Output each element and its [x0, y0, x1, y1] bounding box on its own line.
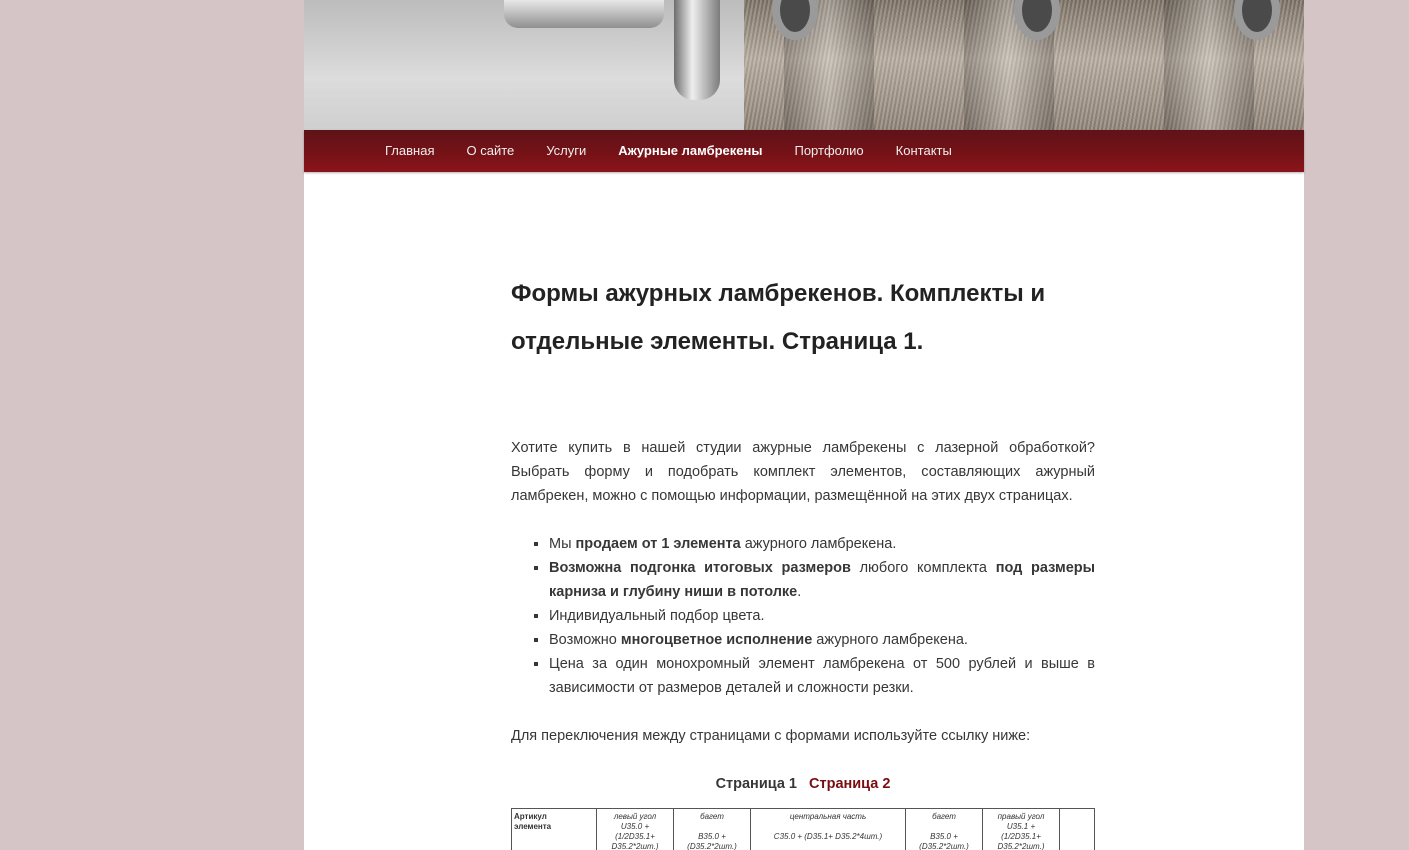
feature-emphasis: многоцветное исполнение	[620, 632, 813, 648]
page-switch-hint: Для переключения между страницами с формами используйте ссылку ниже:	[511, 728, 1031, 744]
pager-link-page-2[interactable]: Страница 2	[809, 776, 891, 792]
article-content	[511, 270, 1095, 796]
title-line-1: Формы ажурных ламбрекенов. Комплекты и	[511, 280, 1046, 307]
curtain-rod-bracket	[674, 0, 720, 100]
table-cell: Артикул элемента	[512, 809, 597, 850]
table-cell: правый угол U35.1 + (1/2D35.1+ D35.2*2шт.)	[983, 809, 1060, 850]
articles-table-container	[511, 808, 1095, 850]
nav-item-contacts[interactable]: Контакты	[895, 143, 952, 158]
table-cell: центральная часть C35.0 + (D35.1+ D35.2*4шт.)	[751, 809, 906, 850]
nav-item-about[interactable]: О сайте	[466, 143, 515, 158]
nav-item-portfolio[interactable]: Портфолио	[794, 143, 864, 158]
features-list	[511, 532, 1095, 700]
feature-emphasis: Возможна подгонка итоговых размеров	[549, 560, 851, 576]
feature-text: .	[797, 584, 802, 600]
list-item	[549, 556, 1095, 604]
pagination	[511, 772, 1095, 796]
articles-table	[511, 808, 1095, 850]
list-item	[549, 652, 1095, 700]
nav-item-home[interactable]: Главная	[385, 143, 435, 158]
curtain-fabric	[744, 0, 1304, 130]
list-item	[549, 628, 1095, 652]
feature-text: Мы	[549, 536, 576, 552]
nav-item-services[interactable]: Услуги	[546, 143, 587, 158]
table-cell: багет B35.0 + (D35.2*2шт.)	[906, 809, 983, 850]
list-item	[549, 532, 1095, 556]
table-cell: левый угол U35.0 + (1/2D35.1+ D35.2*2шт.)	[597, 809, 674, 850]
table-cell	[1060, 809, 1095, 850]
page-title	[511, 270, 1095, 366]
table-cell: багет B35.0 + (D35.2*2шт.)	[674, 809, 751, 850]
list-item	[549, 604, 1095, 628]
intro-paragraph: Хотите купить в нашей студии ажурные ламбрекены с лазерной обработкой? Выбрать форму и подобрать комплект элементов, составляющих ажурный ламбрекен, можно с помощью информации, размещённой на этих двух страницах.	[511, 440, 1095, 504]
nav-item-openwork-pelmets[interactable]: Ажурные ламбрекены	[618, 143, 763, 158]
header-banner-image	[304, 0, 1304, 130]
feature-emphasis: продаем от 1 элемента	[575, 536, 741, 552]
feature-text: Индивидуальный подбор цвета.	[549, 608, 765, 624]
feature-text: ажурного ламбрекена.	[812, 632, 968, 648]
feature-text: Цена за один монохромный элемент ламбрекена от 500 рублей и выше в зависимости от размеров деталей и сложности резки.	[549, 656, 1095, 696]
table-row	[512, 809, 1095, 850]
curtain-rod-finial	[504, 0, 664, 28]
feature-text: любого комплекта	[850, 560, 996, 576]
page-container	[304, 0, 1304, 850]
pager-current-page: Страница 1	[715, 776, 797, 792]
main-navigation	[304, 130, 1304, 172]
feature-text: Возможно	[549, 632, 621, 648]
title-line-2: отдельные элементы. Страница 1.	[511, 328, 924, 355]
feature-emphasis: под размеры карниза и глубину ниши в потолке	[549, 560, 1096, 600]
feature-text: ажурного ламбрекена.	[740, 536, 897, 552]
